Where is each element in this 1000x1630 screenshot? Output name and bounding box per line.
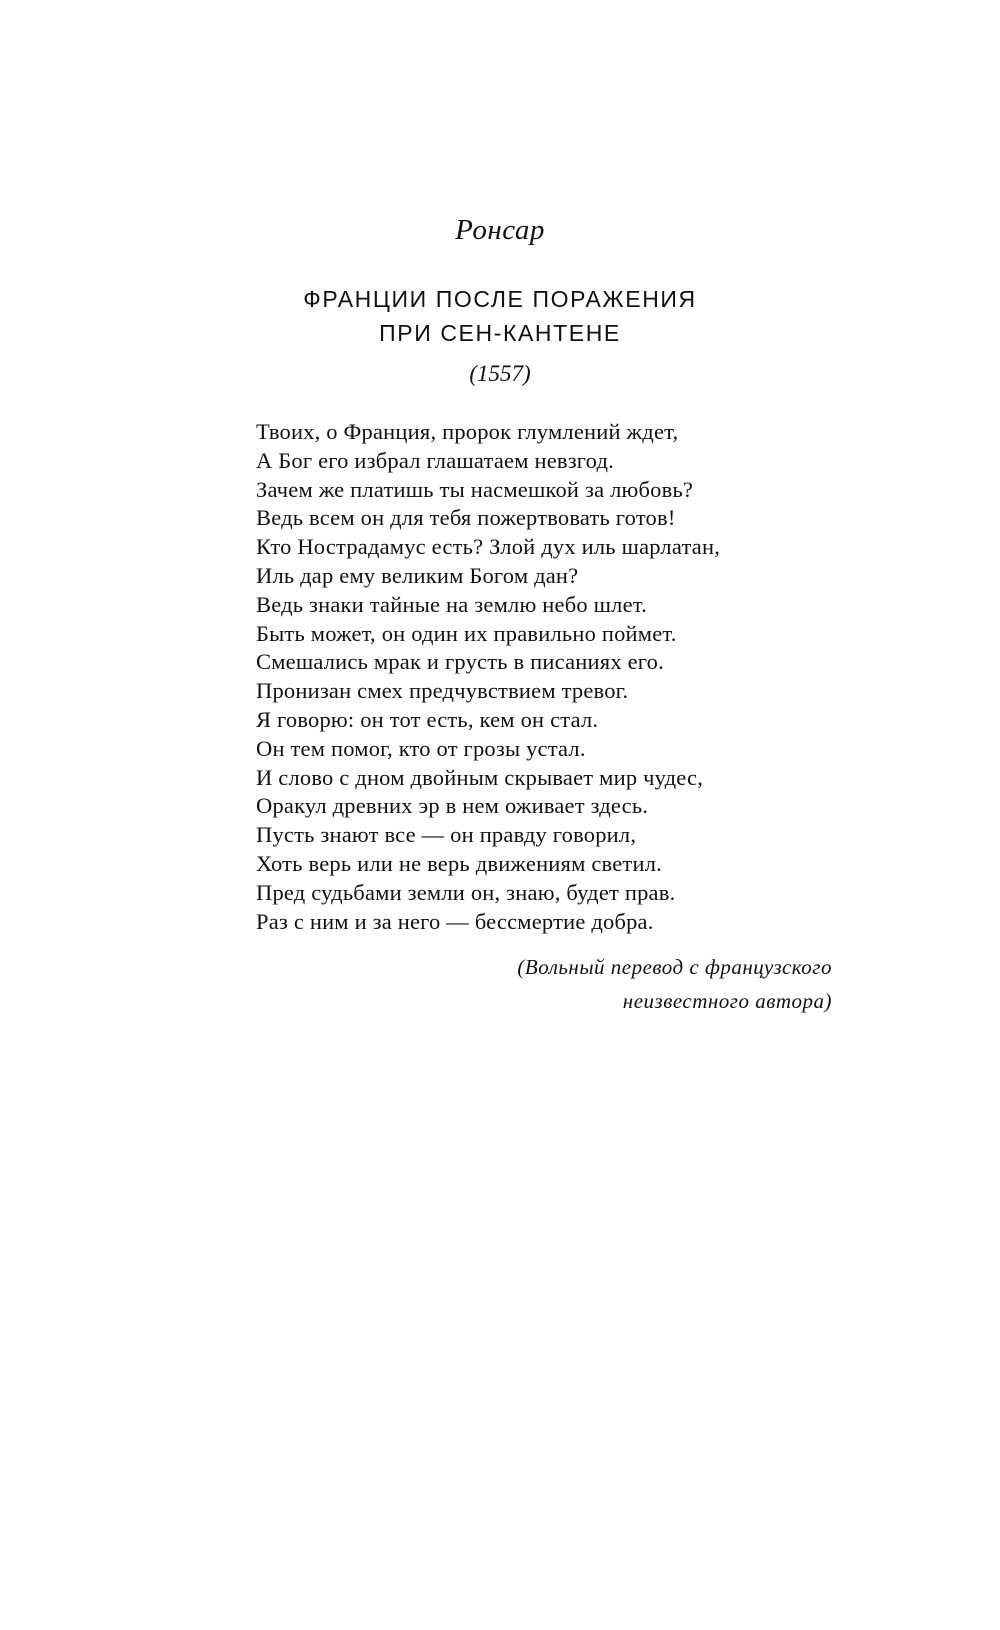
poem-line: Твоих, о Франция, пророк глумлений ждет,	[256, 419, 679, 444]
poem-body	[256, 418, 876, 936]
translation-note	[517, 950, 832, 1018]
poem-line: Пронизан смех предчувствием тревог.	[256, 678, 629, 704]
poem-line: Пусть знают все — он правду говорил,	[256, 822, 637, 848]
poem-title-line: ПРИ СЕН-КАНТЕНЕ	[379, 320, 621, 346]
poem-line: Быть может, он один их правильно поймет.	[256, 620, 677, 646]
poem-line: Смешались мрак и грусть в писаниях его.	[256, 649, 664, 675]
poem-year: (1557)	[469, 361, 531, 386]
poem-line: А Бог его избрал глашатаем невзгод.	[256, 447, 614, 473]
poem-line: Оракул древних эр в нем оживает здесь.	[256, 793, 649, 819]
poem-line: Зачем же платишь ты насмешкой за любовь?	[256, 476, 694, 502]
poem-line: Ведь знаки тайные на землю небо шлет.	[256, 591, 647, 617]
poem-line: Я говорю: он тот есть, кем он стал.	[256, 706, 599, 732]
translation-note-line: (Вольный перевод с французского	[517, 955, 832, 979]
poem-line: Кто Нострадамус есть? Злой дух иль шарлатан,	[256, 534, 721, 560]
poem-title	[0, 282, 1000, 350]
poem-line: Иль дар ему великим Богом дан?	[256, 562, 579, 588]
poem-line: Хоть верь или не верь движениям светил.	[256, 850, 662, 876]
poem-line: И слово с дном двойным скрывает мир чудес,	[256, 764, 704, 790]
poem-line: Он тем помог, кто от грозы устал.	[256, 735, 586, 761]
translation-note-line: неизвестного автора)	[622, 989, 832, 1013]
author-name: Ронсар	[455, 214, 545, 246]
poem-line: Пред судьбами земли он, знаю, будет прав.	[256, 879, 676, 905]
poem-line: Ведь всем он для тебя пожертвовать готов!	[256, 505, 676, 531]
poem-title-line: ФРАНЦИИ ПОСЛЕ ПОРАЖЕНИЯ	[303, 286, 697, 312]
poem-line: Раз с ним и за него — бессмертие добра.	[256, 908, 654, 934]
